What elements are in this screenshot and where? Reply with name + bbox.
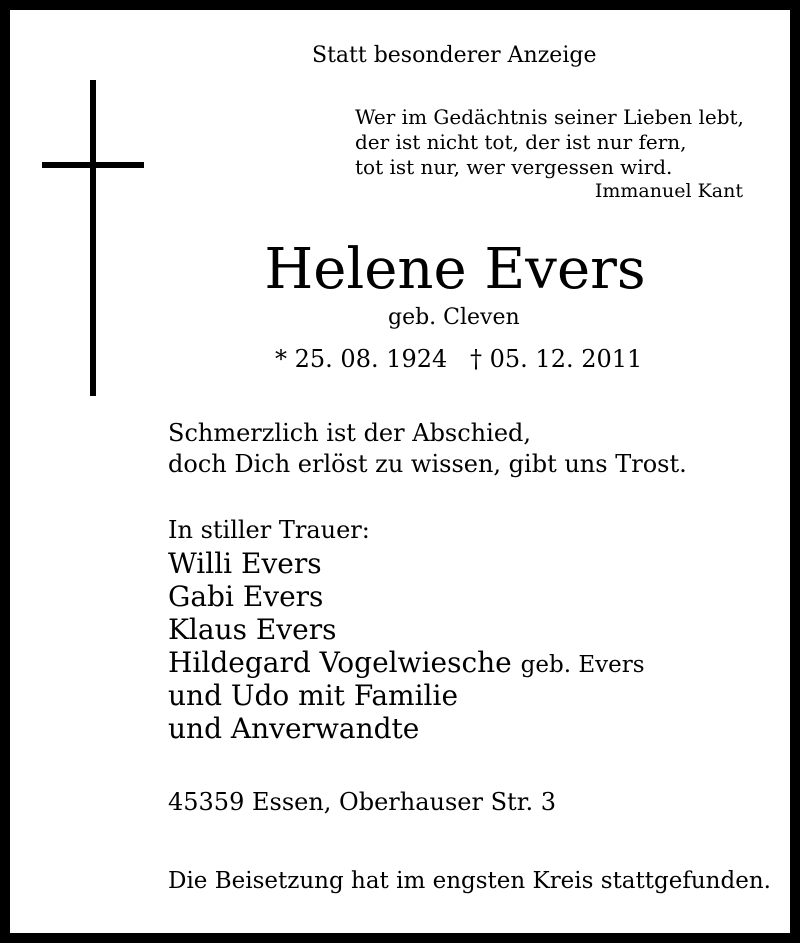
mourner-name: Klaus Evers [168, 613, 337, 646]
address: 45359 Essen, Oberhauser Str. 3 [168, 788, 557, 816]
death-date: † 05. 12. 2011 [470, 345, 643, 373]
mourner-nee: geb. Evers [520, 652, 645, 678]
mourner-name: und Udo mit Familie [168, 679, 459, 712]
mourner-name: Gabi Evers [168, 580, 324, 613]
maiden-name: geb. Cleven [388, 305, 520, 330]
quote-line: tot ist nur, wer vergessen wird. [355, 155, 673, 179]
mourners-label: In stiller Trauer: [168, 516, 370, 544]
mourner-name: Hildegard Vogelwiesche [168, 646, 512, 679]
birth-date: * 25. 08. 1924 [275, 345, 448, 373]
mourner-name: Willi Evers [168, 547, 322, 580]
cross-icon [42, 80, 144, 396]
quote-author: Immanuel Kant [594, 180, 743, 202]
mourner-name: und Anverwandte [168, 712, 420, 745]
quote-line: Wer im Gedächtnis seiner Lieben lebt, [355, 105, 744, 129]
quote-line: der ist nicht tot, der ist nur fern, [355, 130, 687, 154]
burial-note: Die Beisetzung hat im engsten Kreis stattgefunden. [168, 868, 771, 894]
verse-line: doch Dich erlöst zu wissen, gibt uns Trost. [168, 450, 687, 478]
deceased-name: Helene Evers [264, 237, 646, 302]
verse-line: Schmerzlich ist der Abschied, [168, 419, 532, 447]
notice-header: Statt besonderer Anzeige [312, 43, 597, 68]
mourner-entry [168, 646, 645, 679]
